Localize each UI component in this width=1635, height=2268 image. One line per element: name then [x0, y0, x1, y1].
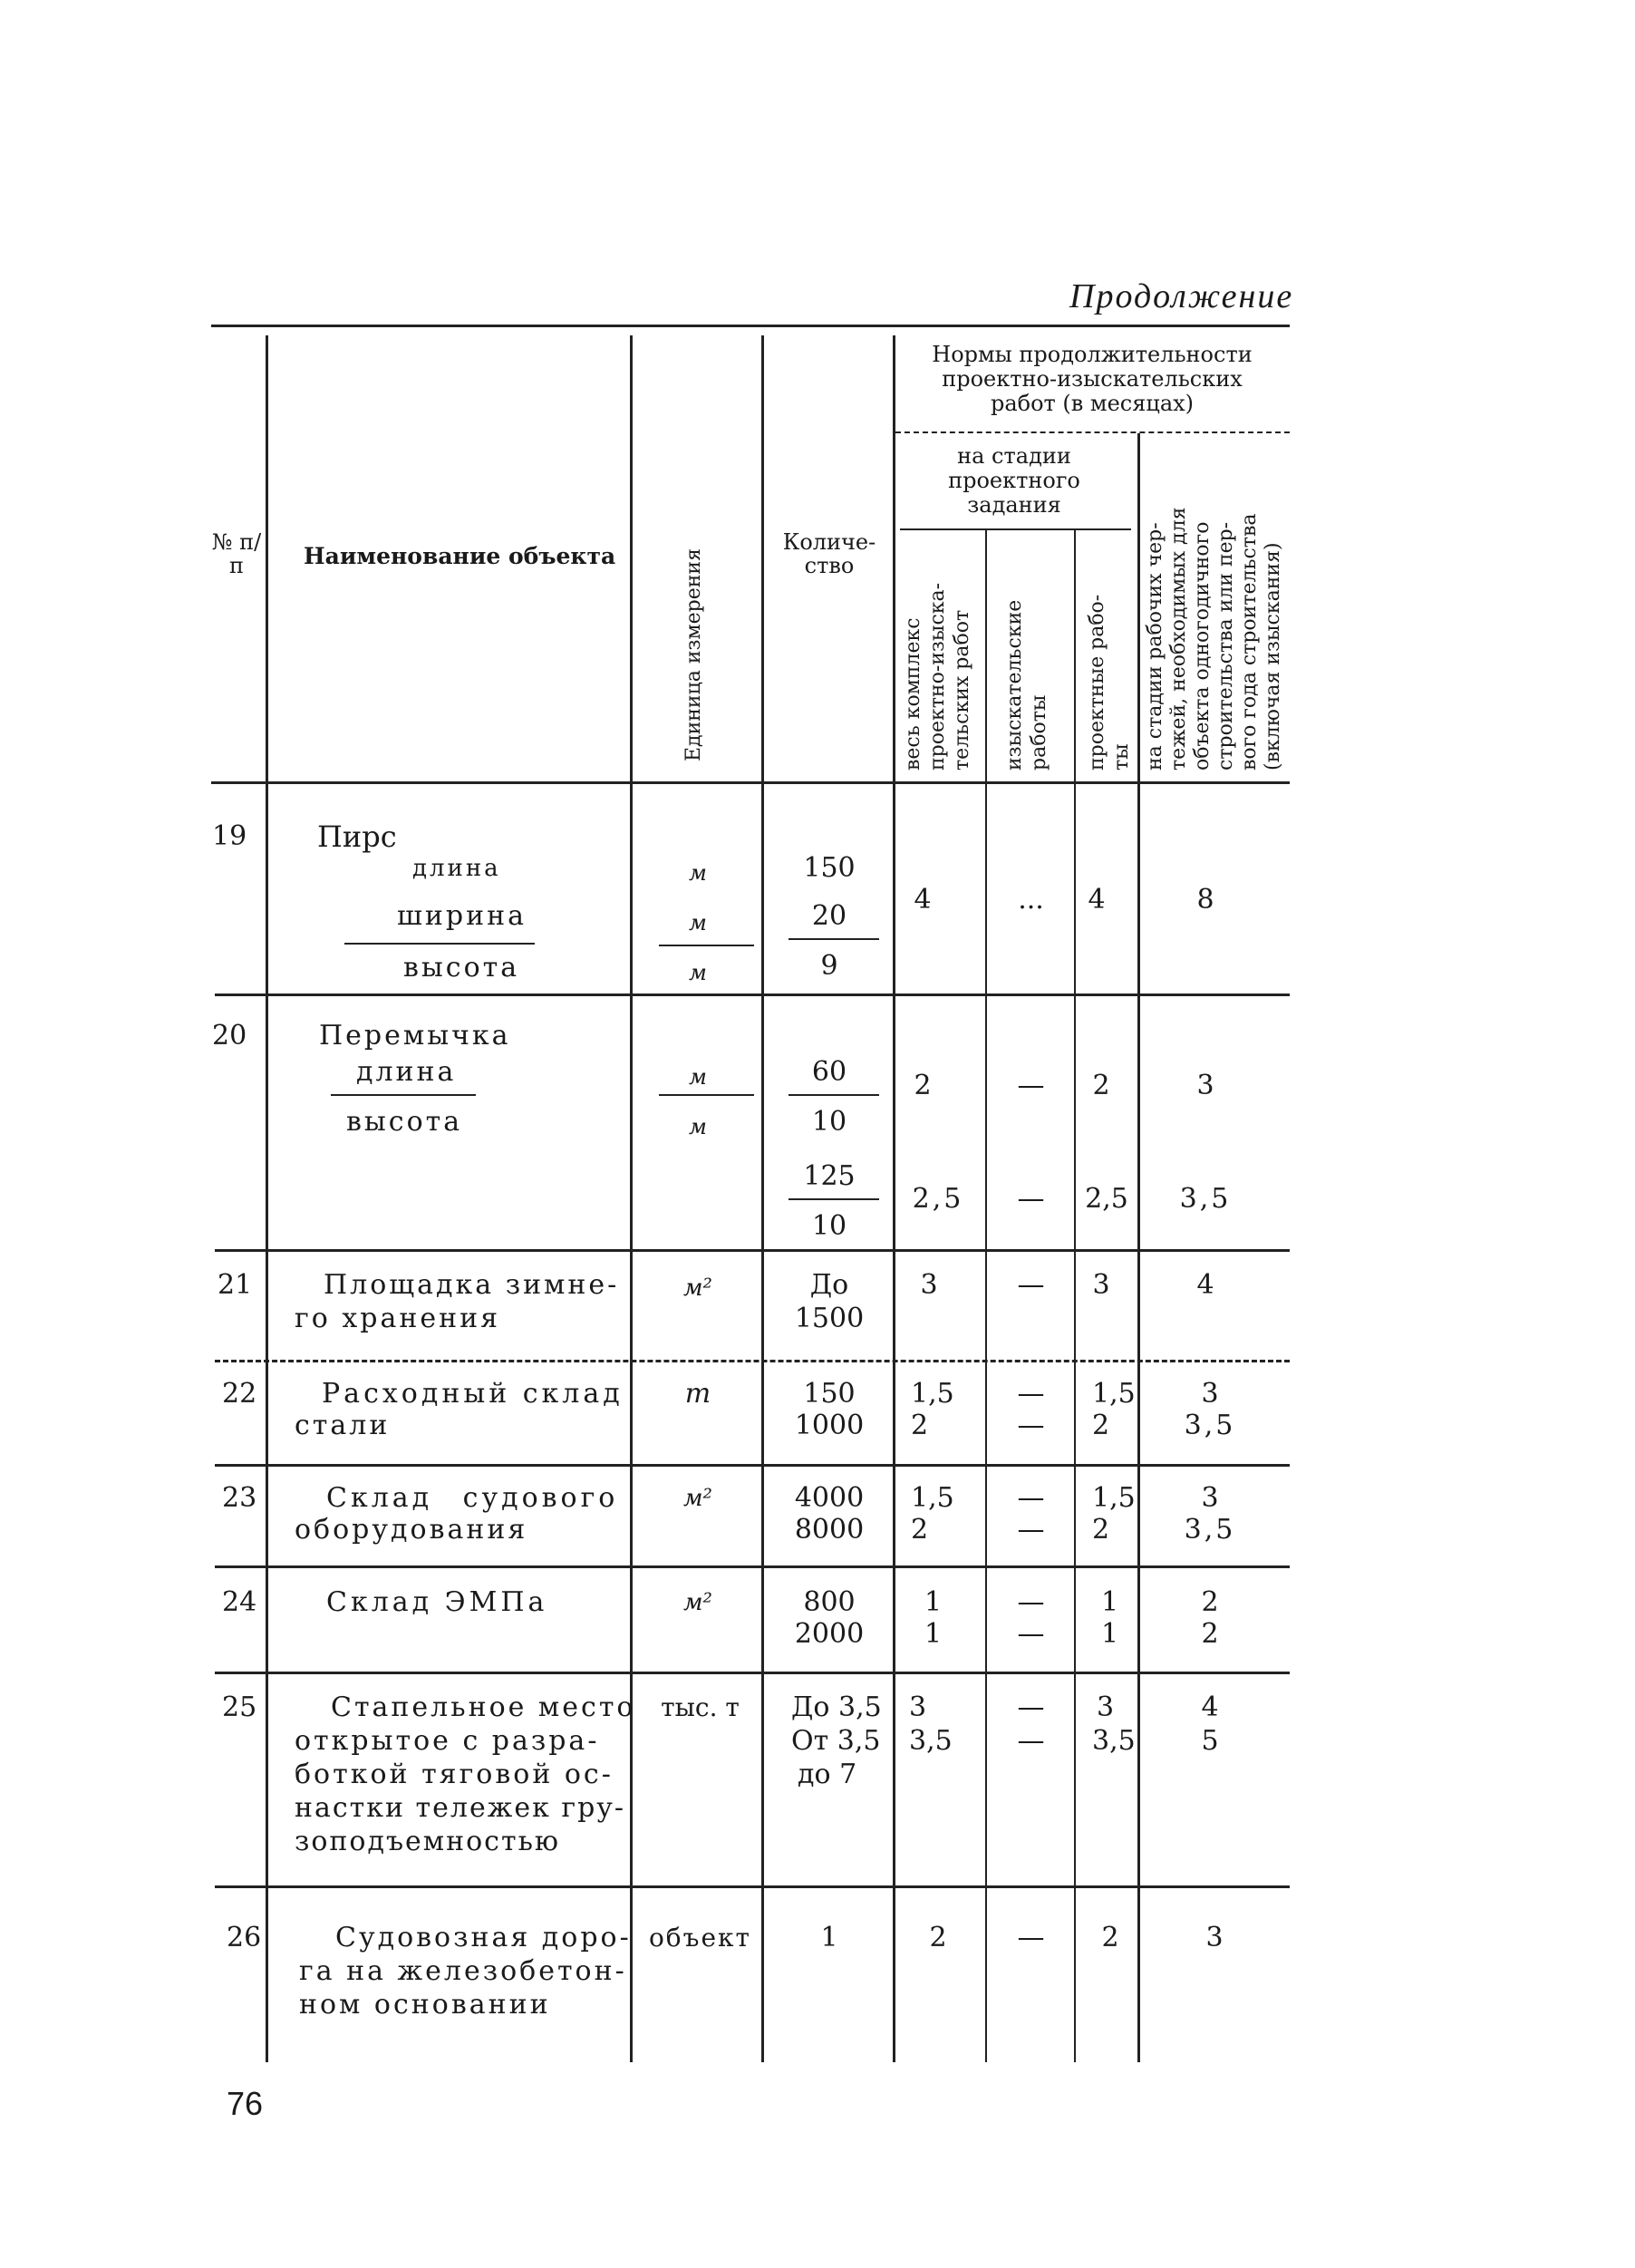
col-rule-design [1074, 530, 1076, 2062]
row19-qty-3: 9 [820, 950, 838, 982]
row19-unit-3: м [689, 960, 707, 985]
row25-qty-2: От 3,5 [791, 1725, 881, 1757]
row24-survey-1: — [1017, 1586, 1045, 1618]
row24-survey-2: — [1017, 1618, 1045, 1650]
row23-design-1: 1,5 [1092, 1482, 1136, 1514]
row26-survey: — [1017, 1922, 1045, 1953]
row25-design-2: 3,5 [1092, 1725, 1136, 1757]
row19-label-length: длина [412, 855, 501, 882]
row20-qty-frac-2 [788, 1198, 879, 1200]
row20-unit-frac [659, 1094, 754, 1096]
row19-label-width: ширина [397, 900, 527, 932]
col-rule-name [266, 335, 268, 2062]
row-rule-24 [215, 1565, 1290, 1568]
header-unit: Единица измерения [682, 548, 705, 761]
row25-unit: тыс. т [661, 1692, 740, 1722]
row21-survey: — [1017, 1269, 1045, 1301]
row24-rd-2: 2 [1201, 1618, 1219, 1650]
row26-num: 26 [227, 1922, 262, 1953]
row23-unit: м² [683, 1485, 712, 1512]
row26-unit: объект [648, 1923, 752, 1953]
row20-survey-1: — [1017, 1070, 1045, 1101]
row19-label-height: высота [403, 952, 520, 984]
row22-full-2: 2 [911, 1410, 929, 1441]
row19-qty-frac [788, 938, 879, 940]
row23-qty-1: 4000 [794, 1482, 865, 1514]
row26-full: 2 [929, 1922, 947, 1953]
header-full-2: проектно-изыска- [926, 582, 949, 771]
row26-name-2: га на железобетон- [299, 1955, 627, 1987]
row-rule-21 [215, 1249, 1290, 1252]
header-num: № п/п [211, 529, 262, 578]
row20-label-length: длина [356, 1056, 457, 1088]
col-rule-qty [761, 335, 764, 2062]
header-design-2: ты [1110, 743, 1133, 771]
row-rule-23 [215, 1464, 1290, 1467]
row22-design-2: 2 [1092, 1410, 1110, 1441]
row24-design-1: 1 [1101, 1586, 1119, 1618]
page-number: 76 [227, 2085, 264, 2122]
header-design-1: проектные рабо- [1086, 594, 1108, 771]
header-full-3: тельских работ [951, 609, 973, 771]
row23-rd-1: 3 [1201, 1482, 1219, 1514]
row21-qty-2: 1500 [794, 1303, 865, 1334]
row26-rd: 3 [1205, 1922, 1224, 1953]
row23-full-2: 2 [911, 1514, 929, 1546]
header-norms-rule [895, 431, 1290, 433]
header-bottom-rule [211, 781, 1290, 784]
row19-qty-1: 150 [803, 852, 856, 884]
header-stage-2: проектного [948, 468, 1080, 493]
header-rd-6: (включая изыскания) [1262, 542, 1284, 771]
row19-num: 19 [212, 820, 247, 852]
row19-unit-frac [659, 945, 754, 946]
header-rd-5: вого года строительства [1238, 513, 1261, 771]
row23-survey-1: — [1017, 1482, 1045, 1514]
row25-qty-3: до 7 [798, 1759, 857, 1790]
header-rd-1: на стадии рабочих чер- [1144, 522, 1166, 771]
row26-name-1: Судовозная доро- [335, 1922, 632, 1953]
row25-survey-1: — [1017, 1691, 1045, 1723]
header-stage-3: задания [967, 492, 1061, 518]
row-rule-20 [215, 993, 1290, 996]
row20-qty-2: 10 [811, 1106, 847, 1138]
row19-survey: ... [1018, 884, 1044, 916]
row-rule-22 [215, 1360, 1290, 1362]
row20-qty-3: 125 [803, 1160, 856, 1192]
header-qty: Количе- ство [782, 529, 876, 578]
row21-full: 3 [920, 1269, 938, 1301]
row25-full-1: 3 [909, 1691, 927, 1723]
row22-qty-2: 1000 [794, 1410, 865, 1441]
row23-name-2: оборудования [295, 1514, 528, 1546]
row23-design-2: 2 [1092, 1514, 1110, 1546]
row23-qty-2: 8000 [794, 1514, 865, 1546]
row23-num: 23 [222, 1482, 257, 1514]
row21-design: 3 [1092, 1269, 1110, 1301]
row20-qty-frac-1 [788, 1094, 879, 1096]
row25-name-1: Стапельное место [331, 1691, 636, 1723]
row19-full: 4 [914, 884, 932, 916]
row20-full-2: 2,5 [912, 1183, 964, 1215]
row20-full-1: 2 [914, 1070, 932, 1101]
row25-name-3: боткой тяговой ос- [295, 1759, 614, 1790]
continuation-label: Продолжение [1069, 277, 1294, 315]
row20-unit-1: м [689, 1064, 707, 1090]
row21-rd: 4 [1196, 1269, 1214, 1301]
row25-rd-2: 5 [1201, 1725, 1219, 1757]
row22-survey-2: — [1017, 1410, 1045, 1441]
row-rule-25 [215, 1672, 1290, 1674]
row24-qty-1: 800 [803, 1586, 856, 1618]
row19-name-frac [344, 943, 535, 945]
row22-rd-1: 3 [1201, 1378, 1219, 1410]
row24-name-1: Склад ЭМПа [326, 1586, 548, 1618]
header-survey-2: работы [1028, 694, 1050, 771]
row23-survey-2: — [1017, 1514, 1045, 1546]
row22-full-1: 1,5 [911, 1378, 954, 1410]
row25-num: 25 [222, 1691, 257, 1723]
row21-unit: м² [683, 1275, 712, 1302]
header-full-1: весь комплекс [902, 617, 924, 771]
row23-full-1: 1,5 [911, 1482, 954, 1514]
row22-survey-1: — [1017, 1378, 1045, 1410]
row25-rd-1: 4 [1201, 1691, 1219, 1723]
row21-qty-1: До [809, 1269, 849, 1301]
row24-full-1: 1 [924, 1586, 943, 1618]
row22-num: 22 [222, 1378, 257, 1410]
row-rule-26 [215, 1885, 1290, 1888]
row24-unit: м² [683, 1589, 712, 1616]
row21-num: 21 [218, 1269, 253, 1301]
row24-num: 24 [222, 1586, 257, 1618]
row20-name: Перемычка [319, 1020, 511, 1052]
header-survey-1: изыскательские [1003, 599, 1026, 771]
row24-design-2: 1 [1101, 1618, 1119, 1650]
row20-qty-4: 10 [811, 1210, 847, 1242]
header-norms-3: работ (в месяцах) [990, 391, 1195, 416]
header-rd-3: объекта одногодичного [1191, 521, 1214, 771]
row25-survey-2: — [1017, 1725, 1045, 1757]
row22-unit: т [684, 1378, 711, 1410]
row20-label-height: высота [346, 1106, 463, 1138]
row20-num: 20 [212, 1020, 247, 1052]
col-rule-rd [1137, 433, 1140, 2062]
row20-rd-1: 3 [1196, 1070, 1214, 1101]
row22-rd-2: 3,5 [1184, 1410, 1236, 1441]
col-rule-unit [630, 335, 633, 2062]
row26-qty-1: 1 [820, 1922, 838, 1953]
row20-rd-2: 3,5 [1179, 1183, 1232, 1215]
header-norms-2: проектно-изыскательских [942, 366, 1243, 392]
row26-design: 2 [1101, 1922, 1119, 1953]
row24-full-2: 1 [924, 1618, 943, 1650]
row20-survey-2: — [1017, 1183, 1045, 1215]
row23-name-1: Склад судового [326, 1482, 619, 1514]
header-norms-1: Нормы продолжительности [932, 342, 1253, 367]
row19-rd: 8 [1196, 884, 1214, 916]
row24-rd-1: 2 [1201, 1586, 1219, 1618]
row22-qty-1: 150 [803, 1378, 856, 1410]
row19-unit-1: м [689, 860, 707, 886]
row21-name-2: го хранения [295, 1303, 500, 1334]
row19-unit-2: м [689, 910, 707, 935]
table-top-rule [211, 325, 1290, 327]
row20-design-1: 2 [1092, 1070, 1110, 1101]
header-name: Наименование объекта [304, 543, 616, 569]
col-rule-full [893, 335, 895, 2062]
row20-name-frac [331, 1094, 476, 1096]
row20-unit-2: м [689, 1114, 707, 1139]
row25-name-5: зоподъемностью [295, 1826, 561, 1857]
row19-name: Пирс [317, 819, 397, 854]
row25-name-4: настки тележек гру- [295, 1792, 626, 1824]
row26-name-3: ном основании [299, 1989, 551, 2021]
row20-design-2: 2,5 [1085, 1183, 1128, 1215]
row20-qty-1: 60 [811, 1056, 847, 1088]
row19-qty-2: 20 [811, 900, 847, 932]
row25-qty-1: До 3,5 [791, 1691, 882, 1723]
row25-name-2: открытое с разра- [295, 1725, 600, 1757]
col-rule-survey [985, 530, 987, 2062]
row25-design-1: 3 [1097, 1691, 1115, 1723]
row25-full-2: 3,5 [909, 1725, 953, 1757]
header-rd-2: тежей, необходимых для [1167, 507, 1190, 771]
row22-name-2: стали [295, 1410, 391, 1441]
row24-qty-2: 2000 [794, 1618, 865, 1650]
header-stage-1: на стадии [957, 443, 1071, 469]
row19-design: 4 [1088, 884, 1106, 916]
row22-name-1: Расходный склад [322, 1378, 624, 1410]
header-stage-rule [900, 528, 1131, 530]
row22-design-1: 1,5 [1092, 1378, 1136, 1410]
row23-rd-2: 3,5 [1184, 1514, 1236, 1546]
row21-name-1: Площадка зимне- [324, 1269, 620, 1301]
header-rd-4: строительства или пер- [1214, 521, 1237, 771]
